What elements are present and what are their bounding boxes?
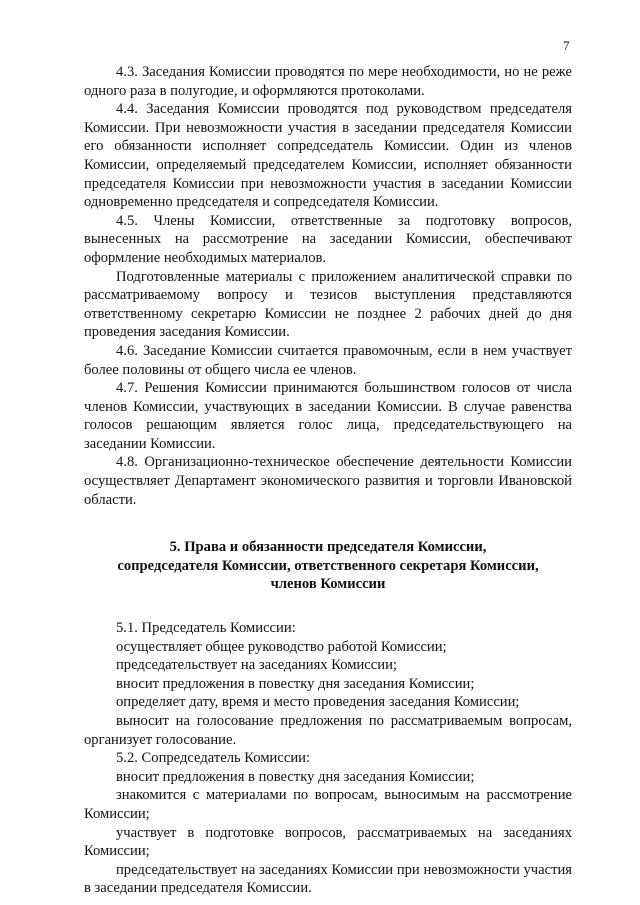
paragraph-4-6: 4.6. Заседание Комиссии считается правомочным, если в нем участвует более половины от общего числа ее членов. [84,342,572,378]
paragraph-4-3: 4.3. Заседания Комиссии проводятся по мере необходимости, но не реже одного раза в полугодие, и оформляются протоколами. [84,64,572,99]
page-number: 7 [563,38,570,53]
list-item: вносит предложения в повестку дня заседания Комиссии; [116,768,475,785]
paragraph-4-5: 4.5. Члены Комиссии, ответственные за подготовку вопросов, вынесенных на рассмотрение на заседании Комиссии, обеспечивают оформление необходимых материалов. [84,212,572,266]
list-item: председательствует на заседаниях Комиссии; [116,657,397,674]
section-heading-line: членов Комиссии [270,576,386,593]
section-5-heading [84,538,572,594]
section-heading-line: сопредседателя Комиссии, ответственного секретаря Комиссии, [117,557,539,574]
list-item: председательствует на заседаниях Комиссии при невозможности участия в заседании председателя Комиссии. [84,861,572,897]
list-item: участвует в подготовке вопросов, рассматриваемых на заседаниях Комиссии; [84,824,572,860]
paragraph-4-7: 4.7. Решения Комиссии принимаются большинством голосов от числа членов Комиссии, участвующих в заседании Комиссии. В случае равенства голосов решающим является голос лица, председательствующего на заседании Комиссии. [84,380,572,452]
list-item: определяет дату, время и место проведения заседания Комиссии; [116,694,520,711]
paragraph-5-1: 5.1. Председатель Комиссии: [116,620,296,637]
list-item: вносит предложения в повестку дня заседания Комиссии; [116,675,475,692]
list-item: знакомится с материалами по вопросам, выносимым на рассмотрение Комиссии; [84,787,572,822]
paragraph-5-2: 5.2. Сопредседатель Комиссии: [116,750,310,767]
paragraph-materials: Подготовленные материалы с приложением аналитической справки по рассматриваемому вопросу и тезисов выступления представляются ответственному секретарю Комиссии не позднее 2 рабочих дней до дня проведения заседания Комиссии. [84,268,572,341]
paragraph-4-4: 4.4. Заседания Комиссии проводятся под руководством председателя Комиссии. При невозможности участия в заседании председателя Комиссии его обязанности исполняет сопредседатель Комиссии. Один из членов Комиссии, определяемый председателем Комиссии, исполняет обязанности председателя Комиссии при невозможности участия в заседании Комиссии одновременно председателя и сопредседателя Комиссии. [84,101,572,211]
list-item: выносит на голосование предложения по рассматриваемым вопросам, организует голосование. [84,713,572,748]
paragraph-4-8: 4.8. Организационно-техническое обеспечение деятельности Комиссии осуществляет Департамент экономического развития и торговли Ивановской области. [84,454,572,508]
list-item: осуществляет общее руководство работой Комиссии; [116,638,447,655]
document-body [84,63,572,898]
section-heading-line: 5. Права и обязанности председателя Комиссии, [169,539,487,556]
